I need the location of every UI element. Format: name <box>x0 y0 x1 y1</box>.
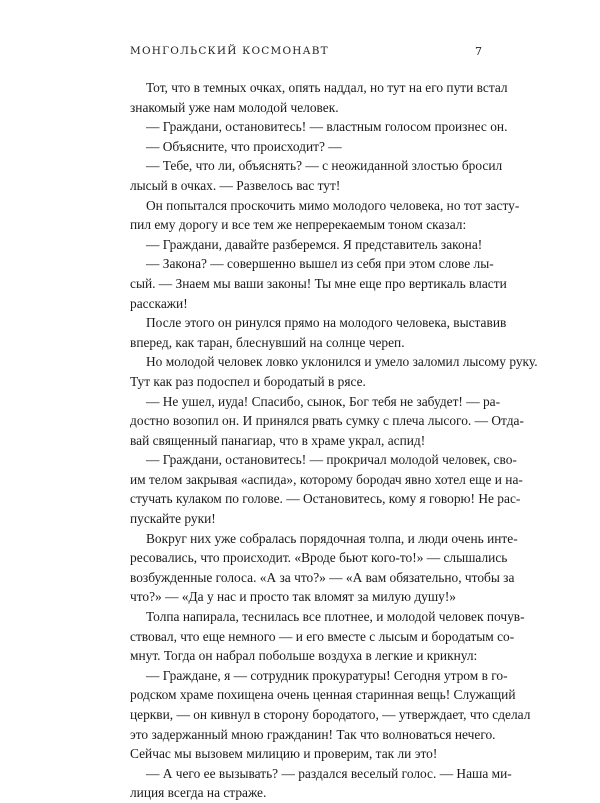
text-line: — Не ушел, иуда! Спасибо, сынок, Бог тебя не забудет! — ра- <box>146 393 501 409</box>
page-header <box>130 45 482 61</box>
text-line: стучать кулаком по голове. — Остановитесь, кому я говорю! Не рас- <box>130 491 521 507</box>
text-line: сый. — Знаем мы ваши законы! Ты мне еще про вертикаль власти <box>130 275 507 291</box>
text-line: мнут. Тогда он набрал побольше воздуха в легкие и крикнул: <box>130 648 478 664</box>
text-line: лиция всегда на страже. <box>130 785 267 801</box>
text-line: возбужденные голоса. «А за что?» — «А вам обязательно, чтобы за <box>130 569 515 585</box>
page-number: 7 <box>475 45 482 58</box>
text-line: Вокруг них уже собралась порядочная толпа, и люди очень инте- <box>146 530 518 546</box>
text-line: — Граждани, остановитесь! — властным голосом произнес он. <box>146 119 508 135</box>
text-line: пил ему дорогу и все тем же непререкаемым тоном сказал: <box>130 217 467 233</box>
text-line: вперед, как таран, блеснувший на солнце череп. <box>130 334 405 350</box>
text-line: это задержанный мною гражданин! Так что волноваться нечего. <box>130 726 496 742</box>
text-line: Толпа напирала, теснилась все плотнее, и молодой человек почув- <box>146 609 525 625</box>
text-line: ствовал, что еще немного — и его вместе с лысым и бородатым со- <box>130 628 515 644</box>
text-line: Но молодой человек ловко уклонился и умело заломил лысому руку. <box>146 354 538 370</box>
text-line: — Граждане, я — сотрудник прокуратуры! Сегодня утром в го- <box>146 667 508 683</box>
text-line: — Тебе, что ли, объяснять? — с неожиданной злостью бросил <box>146 158 503 174</box>
text-line: знакомый уже нам молодой человек. <box>130 99 339 115</box>
text-line: Сейчас мы вызовем милицию и проверим, так ли это! <box>130 746 438 762</box>
text-line: — А чего ее вызывать? — раздался веселый голос. — Наша ми- <box>146 765 512 781</box>
text-line: вай священный панагиар, что в храме украл, аспид! <box>130 432 426 448</box>
text-line: — Граждани, остановитесь! — прокричал молодой человек, сво- <box>146 452 517 468</box>
running-title: МОНГОЛЬСКИЙ КОСМОНАВТ <box>130 45 329 57</box>
text-line: Тут как раз подоспел и бородатый в рясе. <box>130 373 366 389</box>
text-line: достно возопил он. И принялся рвать сумку с плеча лысого. — Отда- <box>130 413 524 429</box>
body-text <box>130 78 538 803</box>
text-line: расскажи! <box>130 295 188 311</box>
text-line: — Объясните, что происходит? — <box>146 138 342 154</box>
text-line: лысый в очках. — Развелось вас тут! <box>130 177 341 193</box>
text-line: ресовались, что происходит. «Вроде бьют кого-то!» — слышались <box>130 550 508 566</box>
text-line: После этого он ринулся прямо на молодого человека, выставив <box>146 315 507 331</box>
text-line: им телом закрывая «аспида», которому бородач явно хотел еще и на- <box>130 471 523 487</box>
text-line: церкви, — он кивнул в сторону бородатого, — утверждает, что сделал <box>130 707 531 722</box>
text-line: что?» — «Да у нас и просто так вломят за милую душу!» <box>130 589 456 605</box>
text-line: Тот, что в темных очках, опять наддал, но тут на его пути встал <box>146 80 508 95</box>
text-line: — Закона? — совершенно вышел из себя при этом слове лы- <box>146 256 494 272</box>
text-line: Он попытался проскочить мимо молодого человека, но тот засту- <box>146 197 520 213</box>
text-line: родском храме похищена очень ценная старинная вещь! Служащий <box>130 687 516 703</box>
text-line: — Граждани, давайте разберемся. Я представитель закона! <box>146 236 483 252</box>
text-line: пускайте руки! <box>130 511 216 527</box>
